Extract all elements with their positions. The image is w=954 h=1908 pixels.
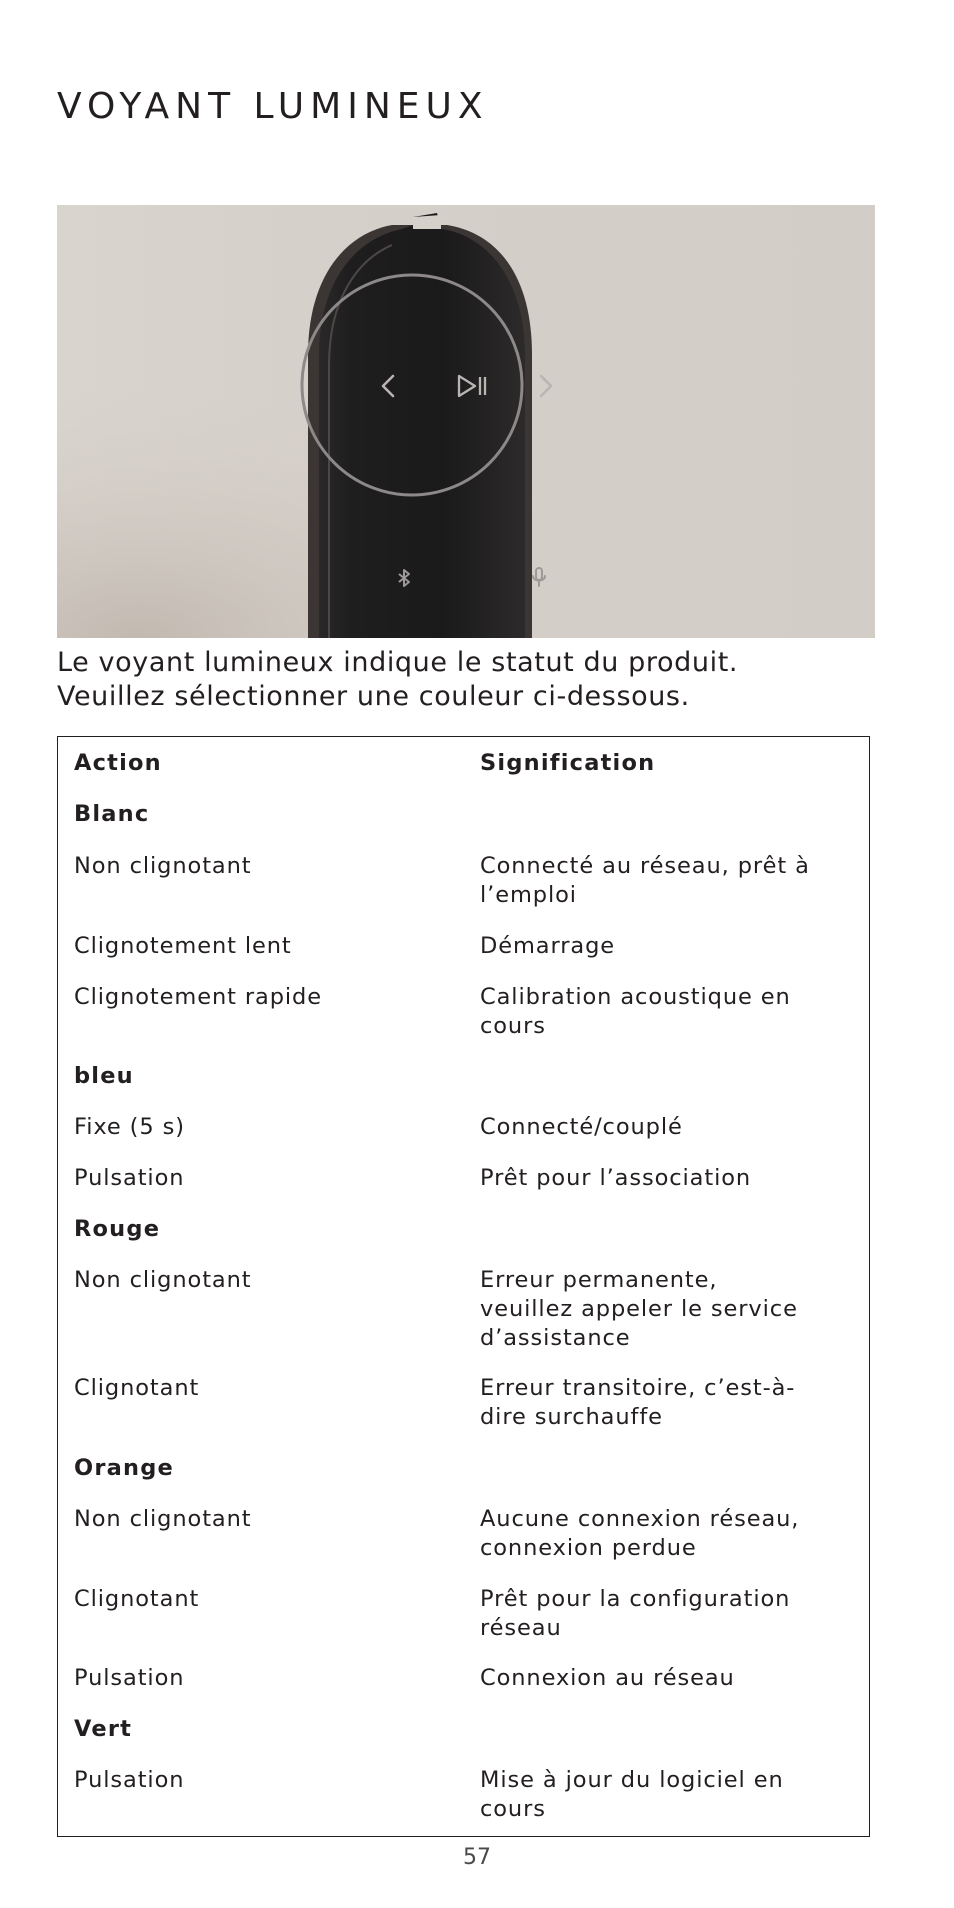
row-action: Clignotant: [74, 1375, 200, 1401]
row-meaning: Démarrage: [480, 933, 615, 959]
row-action: Non clignotant: [74, 1506, 252, 1532]
page-title: VOYANT LUMINEUX: [57, 86, 489, 127]
row-action: Non clignotant: [74, 1267, 252, 1293]
row-meaning: Connecté/couplé: [480, 1114, 683, 1140]
row-meaning: Prêt pour la configuration réseau: [480, 1586, 791, 1641]
row-action: Pulsation: [74, 1165, 185, 1191]
intro-text: [57, 646, 887, 714]
row-meaning: Aucune connexion réseau, connexion perdue: [480, 1506, 800, 1561]
intro-line: Le voyant lumineux indique le statut du produit.: [57, 647, 739, 678]
header-action: Action: [74, 750, 162, 776]
intro-line: Veuillez sélectionner une couleur ci-dessous.: [57, 681, 690, 712]
row-meaning: Mise à jour du logiciel en cours: [480, 1767, 784, 1822]
row-action: Pulsation: [74, 1767, 185, 1793]
row-meaning: Connexion au réseau: [480, 1665, 735, 1691]
row-meaning: Connecté au réseau, prêt à l’emploi: [480, 853, 810, 908]
header-meaning: Signification: [480, 750, 656, 776]
row-action: Clignotant: [74, 1586, 200, 1612]
row-meaning: Erreur transitoire, c’est-à- dire surchauffe: [480, 1375, 796, 1430]
led-status-table: Action Signification Blanc Non clignotant Connecté au réseau, prêt à l’emploi Clignotement lent Démarrage Clignotement rapide Calibration acoustique en cours bleu Fixe (5 s) Connecté/couplé Pulsation Prêt pour l’association Rouge Non clignotant Erreur permanente, veuillez appeler le service d’assistance Clignotant Erreur transitoire, c’est-à- dire surchauffe Orange Non clignotant Aucune connexion réseau, connexion perdue Clignotant Prêt pour la configuration réseau Pulsation Connexion au réseau Vert Pulsation Mise à jour du logiciel en cours: [57, 736, 870, 1837]
row-meaning: Erreur permanente, veuillez appeler le service d’assistance: [480, 1267, 798, 1351]
page-number: 57: [463, 1845, 491, 1870]
row-action: Non clignotant: [74, 853, 252, 879]
row-meaning: Prêt pour l’association: [480, 1165, 752, 1191]
row-action: Clignotement lent: [74, 933, 292, 959]
row-action: Clignotement rapide: [74, 984, 322, 1010]
row-action: Pulsation: [74, 1665, 185, 1691]
row-action: Fixe (5 s): [74, 1114, 185, 1140]
product-photo: [57, 205, 875, 638]
row-meaning: Calibration acoustique en cours: [480, 984, 791, 1039]
